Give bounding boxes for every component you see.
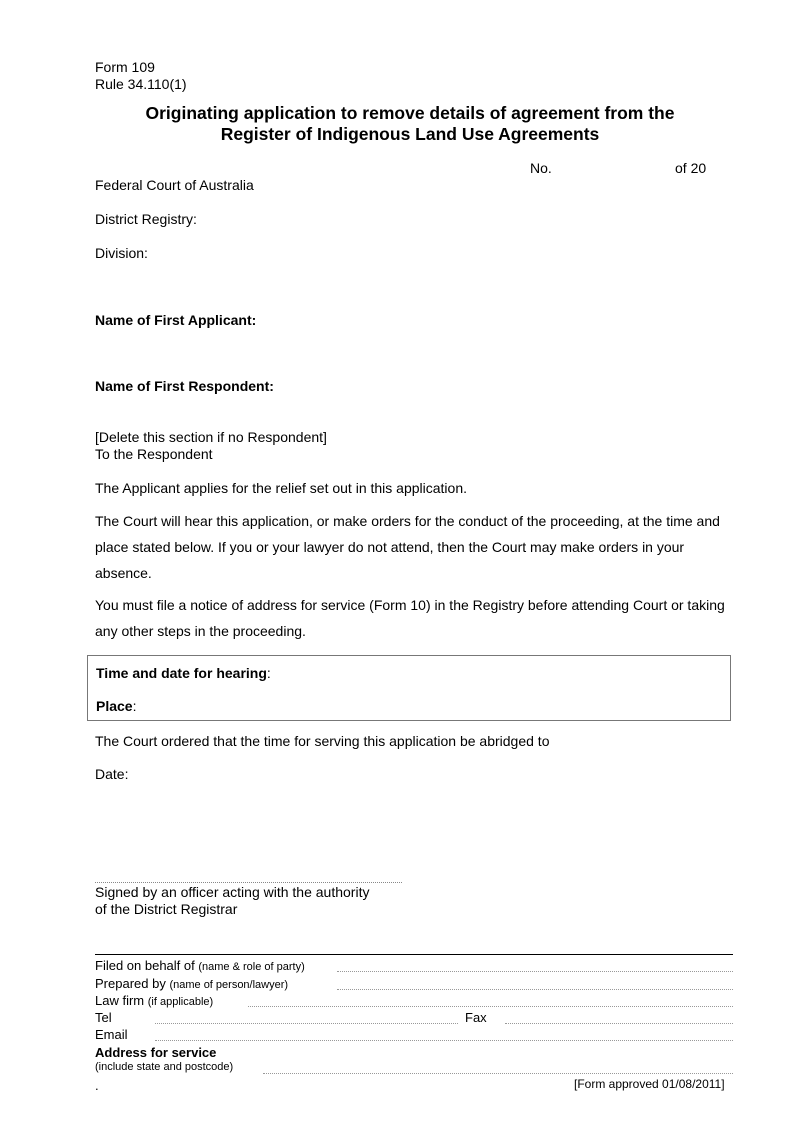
signature-line (95, 882, 402, 883)
court-name: Federal Court of Australia (95, 177, 254, 193)
hearing-place-colon: : (132, 698, 137, 714)
filed-on-behalf-field[interactable] (337, 971, 733, 972)
filed-on-behalf-note: (name & role of party) (198, 961, 305, 973)
division-label: Division: (95, 245, 148, 261)
title-line-2: Register of Indigenous Land Use Agreements (220, 124, 600, 144)
first-applicant-label: Name of First Applicant: (95, 312, 257, 328)
filed-on-behalf-row (95, 958, 305, 973)
date-label: Date: (95, 766, 129, 782)
file-no-label: No. (530, 160, 552, 176)
page-title (95, 103, 725, 145)
prepared-by-note: (name of person/lawyer) (169, 979, 289, 991)
prepared-by-label: Prepared by (95, 976, 166, 991)
tel-label: Tel (95, 1010, 112, 1025)
address-service-paragraph: You must file a notice of address for service (Form 10) in the Registry before attending Court or taking any other steps in the proceeding. (95, 597, 725, 639)
hearing-box (87, 655, 731, 721)
title-line-1: Originating application to remove details of agreement from the (145, 103, 675, 123)
district-registry-label: District Registry: (95, 211, 197, 227)
law-firm-field[interactable] (248, 1006, 733, 1007)
tel-field[interactable] (155, 1023, 458, 1024)
hearing-place-row (96, 698, 136, 714)
fax-field[interactable] (505, 1023, 733, 1024)
email-label: Email (95, 1027, 128, 1042)
hearing-time-row (96, 665, 271, 681)
abridgement-text: The Court ordered that the time for serving this application be abridged to (95, 733, 550, 749)
first-respondent-label: Name of First Respondent: (95, 378, 274, 394)
hearing-time-label: Time and date for hearing (96, 665, 267, 681)
footer-divider (95, 954, 733, 955)
form-number: Form 109 (95, 59, 155, 75)
prepared-by-field[interactable] (337, 989, 733, 990)
law-firm-note: (if applicable) (147, 996, 214, 1008)
filed-on-behalf-label: Filed on behalf of (95, 958, 195, 973)
to-respondent: To the Respondent (95, 446, 213, 462)
address-for-service-note: (include state and postcode) (95, 1061, 234, 1073)
relief-paragraph: The Applicant applies for the relief set out in this application. (95, 480, 467, 496)
signature-line-2: of the District Registrar (95, 901, 238, 917)
rule-number: Rule 34.110(1) (95, 76, 187, 92)
law-firm-row (95, 993, 213, 1008)
file-year-label: of 20 (675, 160, 707, 176)
address-for-service-field[interactable] (263, 1073, 733, 1074)
signature-line-1: Signed by an officer acting with the authority (95, 884, 370, 900)
fax-label: Fax (465, 1010, 487, 1025)
hearing-time-colon: : (266, 665, 271, 681)
address-for-service-label: Address for service (95, 1045, 217, 1060)
email-field[interactable] (155, 1040, 733, 1041)
form-approved-note: [Form approved 01/08/2011] (574, 1077, 725, 1091)
law-firm-label: Law firm (95, 993, 145, 1008)
hearing-place-label: Place (96, 698, 133, 714)
delete-section-note: [Delete this section if no Respondent] (95, 429, 327, 445)
prepared-by-row (95, 976, 288, 991)
footer-dot: . (95, 1078, 99, 1093)
hearing-notice-paragraph: The Court will hear this application, or make orders for the conduct of the proceeding, at the time and place stated below. If you or your lawyer do not attend, then the Court may make orders in your absence. (95, 513, 720, 581)
